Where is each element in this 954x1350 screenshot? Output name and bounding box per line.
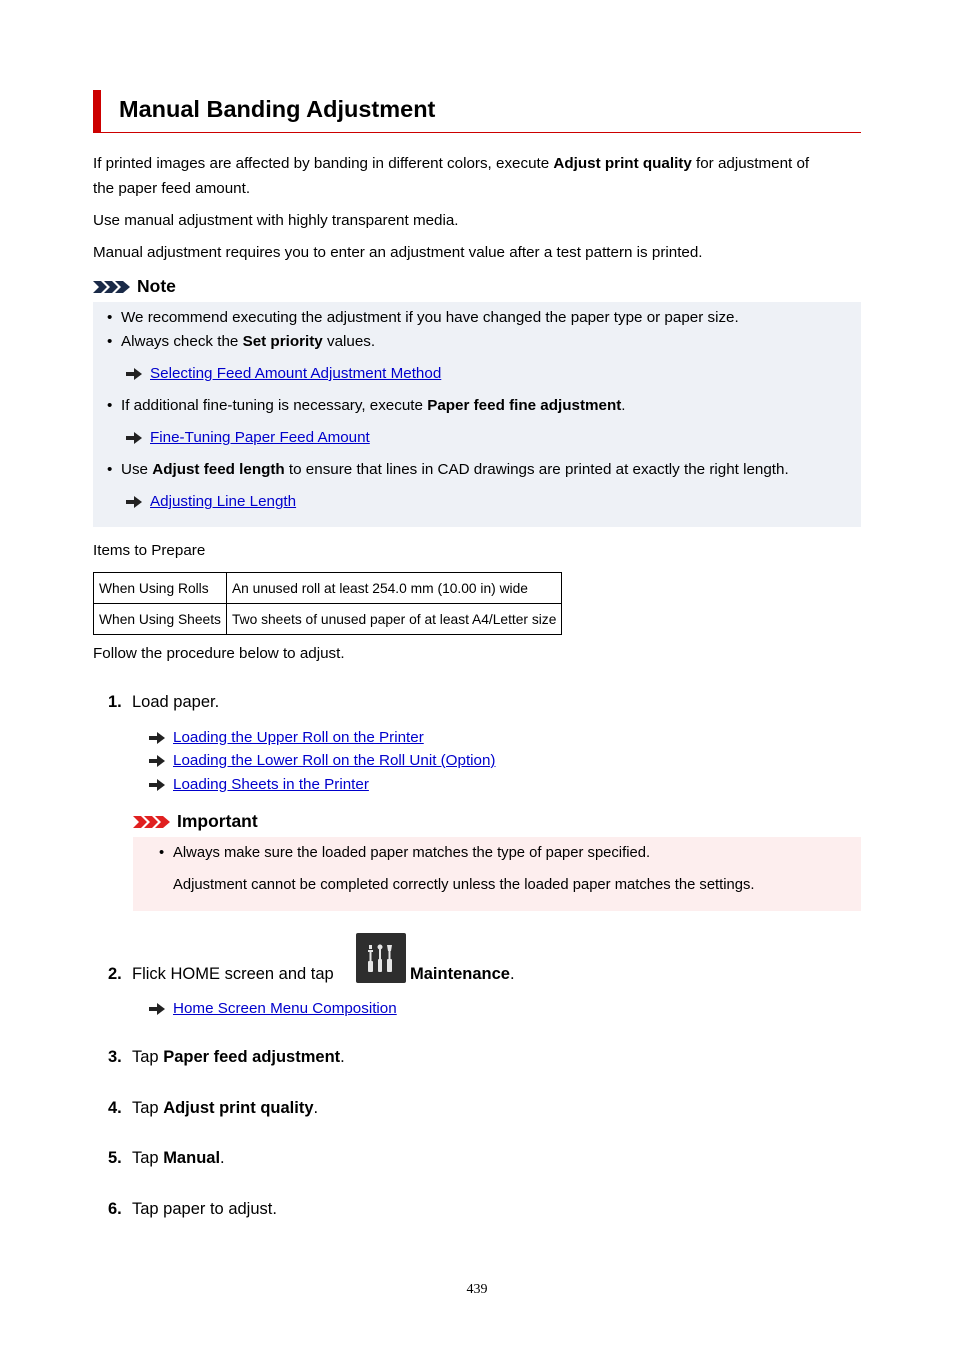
intro-paragraph-2: Use manual adjustment with highly transparent media. <box>93 212 459 229</box>
link-adjusting-line-length[interactable]: Adjusting Line Length <box>150 493 297 510</box>
table-row <box>94 573 562 604</box>
items-to-prepare-table <box>93 572 562 635</box>
step-3-text: Tap Paper feed adjustment. <box>132 1048 345 1066</box>
important-arrows-icon <box>133 814 171 830</box>
step-6-text: Tap paper to adjust. <box>132 1200 277 1218</box>
step-5-number: 5. <box>108 1149 122 1167</box>
note-link-row-3 <box>126 492 296 512</box>
note-arrows-icon <box>93 279 131 295</box>
step-1-text: Load paper. <box>132 693 220 711</box>
arrow-right-icon <box>149 755 165 767</box>
arrow-right-icon <box>149 732 165 744</box>
step-4-number: 4. <box>108 1099 122 1117</box>
link-loading-sheets[interactable]: Loading Sheets in the Printer <box>173 776 369 793</box>
table-cell: An unused roll at least 254.0 mm (10.00 in) wide <box>226 573 561 604</box>
important-bullet-1: • Always make sure the loaded paper matches the type of paper specified. <box>159 845 651 861</box>
note-bullet-2: • Always check the Set priority values. <box>107 333 376 350</box>
link-selecting-feed-amount[interactable]: Selecting Feed Amount Adjustment Method <box>150 365 442 382</box>
note-heading: Note <box>93 276 176 297</box>
arrow-right-icon <box>126 496 142 508</box>
link-home-screen-menu[interactable]: Home Screen Menu Composition <box>173 1000 397 1017</box>
important-bullet-1-continuation: Adjustment cannot be completed correctly unless the loaded paper matches the settings. <box>173 877 755 893</box>
note-bullet-3: • If additional fine-tuning is necessary, execute Paper feed fine adjustment. <box>107 397 626 414</box>
step-1-link-row-1 <box>149 728 424 748</box>
step-4-text: Tap Adjust print quality. <box>132 1099 319 1117</box>
table-cell: Two sheets of unused paper of at least A4/Letter size <box>226 604 561 635</box>
arrow-right-icon <box>126 432 142 444</box>
title-divider <box>93 132 861 133</box>
link-loading-upper-roll[interactable]: Loading the Upper Roll on the Printer <box>173 729 424 746</box>
table-cell: When Using Rolls <box>94 573 227 604</box>
items-to-prepare-label: Items to Prepare <box>93 542 206 559</box>
note-link-row-1 <box>126 364 441 384</box>
follow-procedure-text: Follow the procedure below to adjust. <box>93 645 345 662</box>
link-fine-tuning-paper-feed[interactable]: Fine-Tuning Paper Feed Amount <box>150 429 370 446</box>
maintenance-icon <box>356 933 406 983</box>
intro-paragraph-3: Manual adjustment requires you to enter an adjustment value after a test pattern is printed. <box>93 244 703 261</box>
step-6-number: 6. <box>108 1200 122 1218</box>
step-2-link-row <box>149 999 397 1019</box>
title-accent-bar <box>93 90 101 133</box>
step-1-link-row-2 <box>149 751 496 771</box>
step-2-text-post: Maintenance. <box>410 965 515 983</box>
step-2-text-pre: Flick HOME screen and tap <box>132 965 334 983</box>
arrow-right-icon <box>149 1003 165 1015</box>
note-bullet-4: • Use Adjust feed length to ensure that lines in CAD drawings are printed at exactly the right length. <box>107 461 789 478</box>
arrow-right-icon <box>149 779 165 791</box>
table-cell: When Using Sheets <box>94 604 227 635</box>
table-row <box>94 604 562 635</box>
step-1-number: 1. <box>108 693 122 711</box>
step-2-number: 2. <box>108 965 122 983</box>
step-3-number: 3. <box>108 1048 122 1066</box>
note-bullet-1: • We recommend executing the adjustment if you have changed the paper type or paper size. <box>107 309 739 326</box>
step-5-text: Tap Manual. <box>132 1149 225 1167</box>
link-loading-lower-roll[interactable]: Loading the Lower Roll on the Roll Unit (Option) <box>173 752 496 769</box>
page-title: Manual Banding Adjustment <box>119 96 436 122</box>
note-link-row-2 <box>126 428 370 448</box>
arrow-right-icon <box>126 368 142 380</box>
page-number: 439 <box>466 1282 488 1297</box>
intro-paragraph-1: If printed images are affected by banding in different colors, execute Adjust print quality for adjustment of the paper feed amount. <box>93 155 810 197</box>
important-heading: Important <box>133 811 258 832</box>
step-1-link-row-3 <box>149 775 369 795</box>
